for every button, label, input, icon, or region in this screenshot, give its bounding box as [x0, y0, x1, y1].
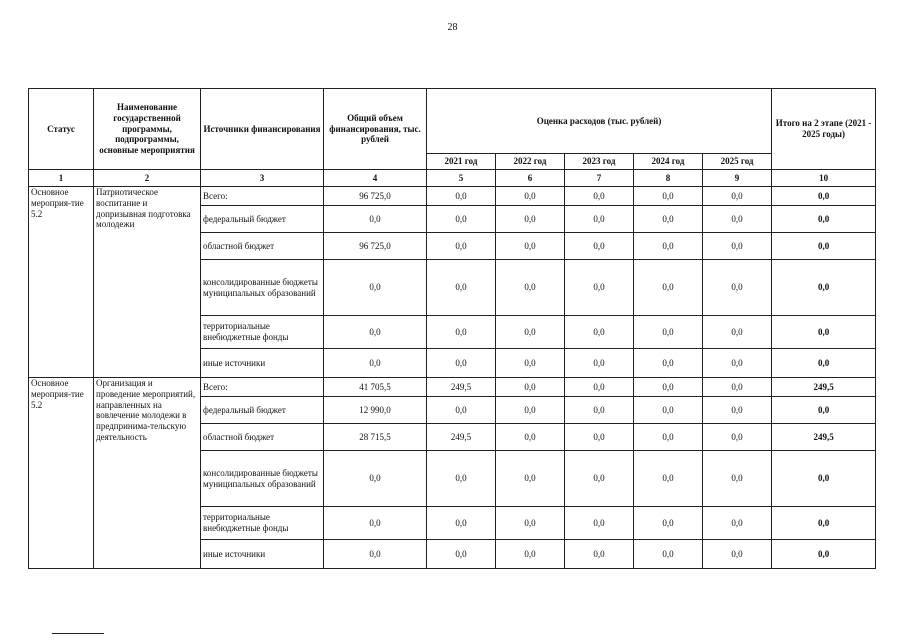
year-2024-cell: 0,0	[634, 316, 703, 349]
stage-total-cell: 0,0	[772, 540, 876, 569]
stage-total-cell: 0,0	[772, 349, 876, 378]
total-volume-cell: 0,0	[324, 540, 427, 569]
total-volume-cell: 0,0	[324, 507, 427, 540]
table-body	[29, 170, 876, 569]
table-row	[29, 378, 876, 397]
year-2023-cell: 0,0	[565, 260, 634, 316]
page-number: 28	[447, 22, 458, 33]
year-2021-cell: 249,5	[427, 378, 496, 397]
year-2024-cell: 0,0	[634, 187, 703, 206]
status-cell: Основное мероприя-тие 5.2	[29, 187, 94, 378]
year-2022-cell: 0,0	[496, 507, 565, 540]
year-2021-cell: 0,0	[427, 206, 496, 233]
total-volume-cell: 96 725,0	[324, 187, 427, 206]
column-number-row	[29, 170, 876, 187]
total-volume-cell: 28 715,5	[324, 424, 427, 451]
year-2021-cell: 0,0	[427, 316, 496, 349]
header-year: 2025 год	[703, 154, 772, 170]
year-2022-cell: 0,0	[496, 349, 565, 378]
year-2023-cell: 0,0	[565, 424, 634, 451]
year-2022-cell: 0,0	[496, 316, 565, 349]
year-2024-cell: 0,0	[634, 349, 703, 378]
stage-total-cell: 0,0	[772, 206, 876, 233]
total-volume-cell: 0,0	[324, 451, 427, 507]
year-2022-cell: 0,0	[496, 233, 565, 260]
table-header	[29, 89, 876, 170]
year-2025-cell: 0,0	[703, 378, 772, 397]
year-2025-cell: 0,0	[703, 540, 772, 569]
year-2024-cell: 0,0	[634, 424, 703, 451]
funding-source-cell: консолидированные бюджеты муниципальных образований	[201, 260, 324, 316]
column-number: 10	[772, 170, 876, 187]
year-2023-cell: 0,0	[565, 316, 634, 349]
year-2022-cell: 0,0	[496, 397, 565, 424]
stage-total-cell: 0,0	[772, 507, 876, 540]
stage-total-cell: 249,5	[772, 378, 876, 397]
column-number: 5	[427, 170, 496, 187]
year-2021-cell: 0,0	[427, 397, 496, 424]
stage-total-cell: 0,0	[772, 187, 876, 206]
year-2023-cell: 0,0	[565, 540, 634, 569]
stage-total-cell: 0,0	[772, 316, 876, 349]
year-2024-cell: 0,0	[634, 397, 703, 424]
funding-source-cell: территориальные внебюджетные фонды	[201, 507, 324, 540]
year-2021-cell: 249,5	[427, 424, 496, 451]
year-2021-cell: 0,0	[427, 260, 496, 316]
year-2023-cell: 0,0	[565, 507, 634, 540]
header-sources: Источники финансирования	[201, 89, 324, 170]
total-volume-cell: 41 705,5	[324, 378, 427, 397]
total-volume-cell: 0,0	[324, 206, 427, 233]
table-row	[29, 187, 876, 206]
year-2024-cell: 0,0	[634, 451, 703, 507]
year-2025-cell: 0,0	[703, 260, 772, 316]
header-year: 2021 год	[427, 154, 496, 170]
footnote-divider	[52, 633, 104, 634]
funding-source-cell: федеральный бюджет	[201, 206, 324, 233]
stage-total-cell: 0,0	[772, 397, 876, 424]
stage-total-cell: 0,0	[772, 233, 876, 260]
column-number: 2	[94, 170, 201, 187]
year-2024-cell: 0,0	[634, 206, 703, 233]
funding-source-cell: областной бюджет	[201, 424, 324, 451]
year-2022-cell: 0,0	[496, 540, 565, 569]
year-2022-cell: 0,0	[496, 260, 565, 316]
year-2024-cell: 0,0	[634, 507, 703, 540]
total-volume-cell: 0,0	[324, 349, 427, 378]
header-expense-estimate: Оценка расходов (тыс. рублей)	[427, 89, 772, 154]
year-2024-cell: 0,0	[634, 540, 703, 569]
year-2024-cell: 0,0	[634, 233, 703, 260]
column-number: 4	[324, 170, 427, 187]
year-2021-cell: 0,0	[427, 233, 496, 260]
funding-source-cell: Всего:	[201, 187, 324, 206]
stage-total-cell: 0,0	[772, 451, 876, 507]
year-2024-cell: 0,0	[634, 378, 703, 397]
year-2021-cell: 0,0	[427, 540, 496, 569]
program-name-cell: Организация и проведение мероприятий, направленных на вовлечение молодежи в предпринима-тельскую деятельность	[94, 378, 201, 569]
funding-source-cell: областной бюджет	[201, 233, 324, 260]
header-total-volume: Общий объем финансирования, тыс. рублей	[324, 89, 427, 170]
column-number: 7	[565, 170, 634, 187]
column-number: 9	[703, 170, 772, 187]
stage-total-cell: 249,5	[772, 424, 876, 451]
year-2025-cell: 0,0	[703, 349, 772, 378]
financing-table	[28, 88, 876, 569]
year-2025-cell: 0,0	[703, 424, 772, 451]
header-status: Статус	[29, 89, 94, 170]
funding-source-cell: федеральный бюджет	[201, 397, 324, 424]
column-number: 6	[496, 170, 565, 187]
year-2023-cell: 0,0	[565, 451, 634, 507]
funding-source-cell: Всего:	[201, 378, 324, 397]
year-2025-cell: 0,0	[703, 507, 772, 540]
year-2022-cell: 0,0	[496, 424, 565, 451]
header-program-name: Наименование государственной программы, подпрограммы, основные мероприятия	[94, 89, 201, 170]
year-2025-cell: 0,0	[703, 397, 772, 424]
year-2023-cell: 0,0	[565, 378, 634, 397]
year-2022-cell: 0,0	[496, 378, 565, 397]
year-2025-cell: 0,0	[703, 206, 772, 233]
total-volume-cell: 0,0	[324, 316, 427, 349]
year-2021-cell: 0,0	[427, 187, 496, 206]
year-2021-cell: 0,0	[427, 507, 496, 540]
program-name-cell: Патриотическое воспитание и допризывная подготовка молодежи	[94, 187, 201, 378]
header-stage-total: Итого на 2 этапе (2021 - 2025 годы)	[772, 89, 876, 170]
year-2021-cell: 0,0	[427, 349, 496, 378]
year-2025-cell: 0,0	[703, 233, 772, 260]
funding-source-cell: территориальные внебюджетные фонды	[201, 316, 324, 349]
year-2023-cell: 0,0	[565, 206, 634, 233]
column-number: 1	[29, 170, 94, 187]
year-2022-cell: 0,0	[496, 187, 565, 206]
year-2022-cell: 0,0	[496, 206, 565, 233]
total-volume-cell: 12 990,0	[324, 397, 427, 424]
stage-total-cell: 0,0	[772, 260, 876, 316]
funding-source-cell: консолидированные бюджеты муниципальных образований	[201, 451, 324, 507]
column-number: 3	[201, 170, 324, 187]
total-volume-cell: 0,0	[324, 260, 427, 316]
year-2023-cell: 0,0	[565, 233, 634, 260]
year-2022-cell: 0,0	[496, 451, 565, 507]
funding-source-cell: иные источники	[201, 349, 324, 378]
year-2023-cell: 0,0	[565, 397, 634, 424]
column-number: 8	[634, 170, 703, 187]
header-year: 2022 год	[496, 154, 565, 170]
year-2021-cell: 0,0	[427, 451, 496, 507]
header-year: 2023 год	[565, 154, 634, 170]
funding-source-cell: иные источники	[201, 540, 324, 569]
year-2024-cell: 0,0	[634, 260, 703, 316]
year-2025-cell: 0,0	[703, 187, 772, 206]
year-2023-cell: 0,0	[565, 349, 634, 378]
header-year: 2024 год	[634, 154, 703, 170]
year-2025-cell: 0,0	[703, 316, 772, 349]
total-volume-cell: 96 725,0	[324, 233, 427, 260]
year-2023-cell: 0,0	[565, 187, 634, 206]
year-2025-cell: 0,0	[703, 451, 772, 507]
status-cell: Основное мероприя-тие 5.2	[29, 378, 94, 569]
